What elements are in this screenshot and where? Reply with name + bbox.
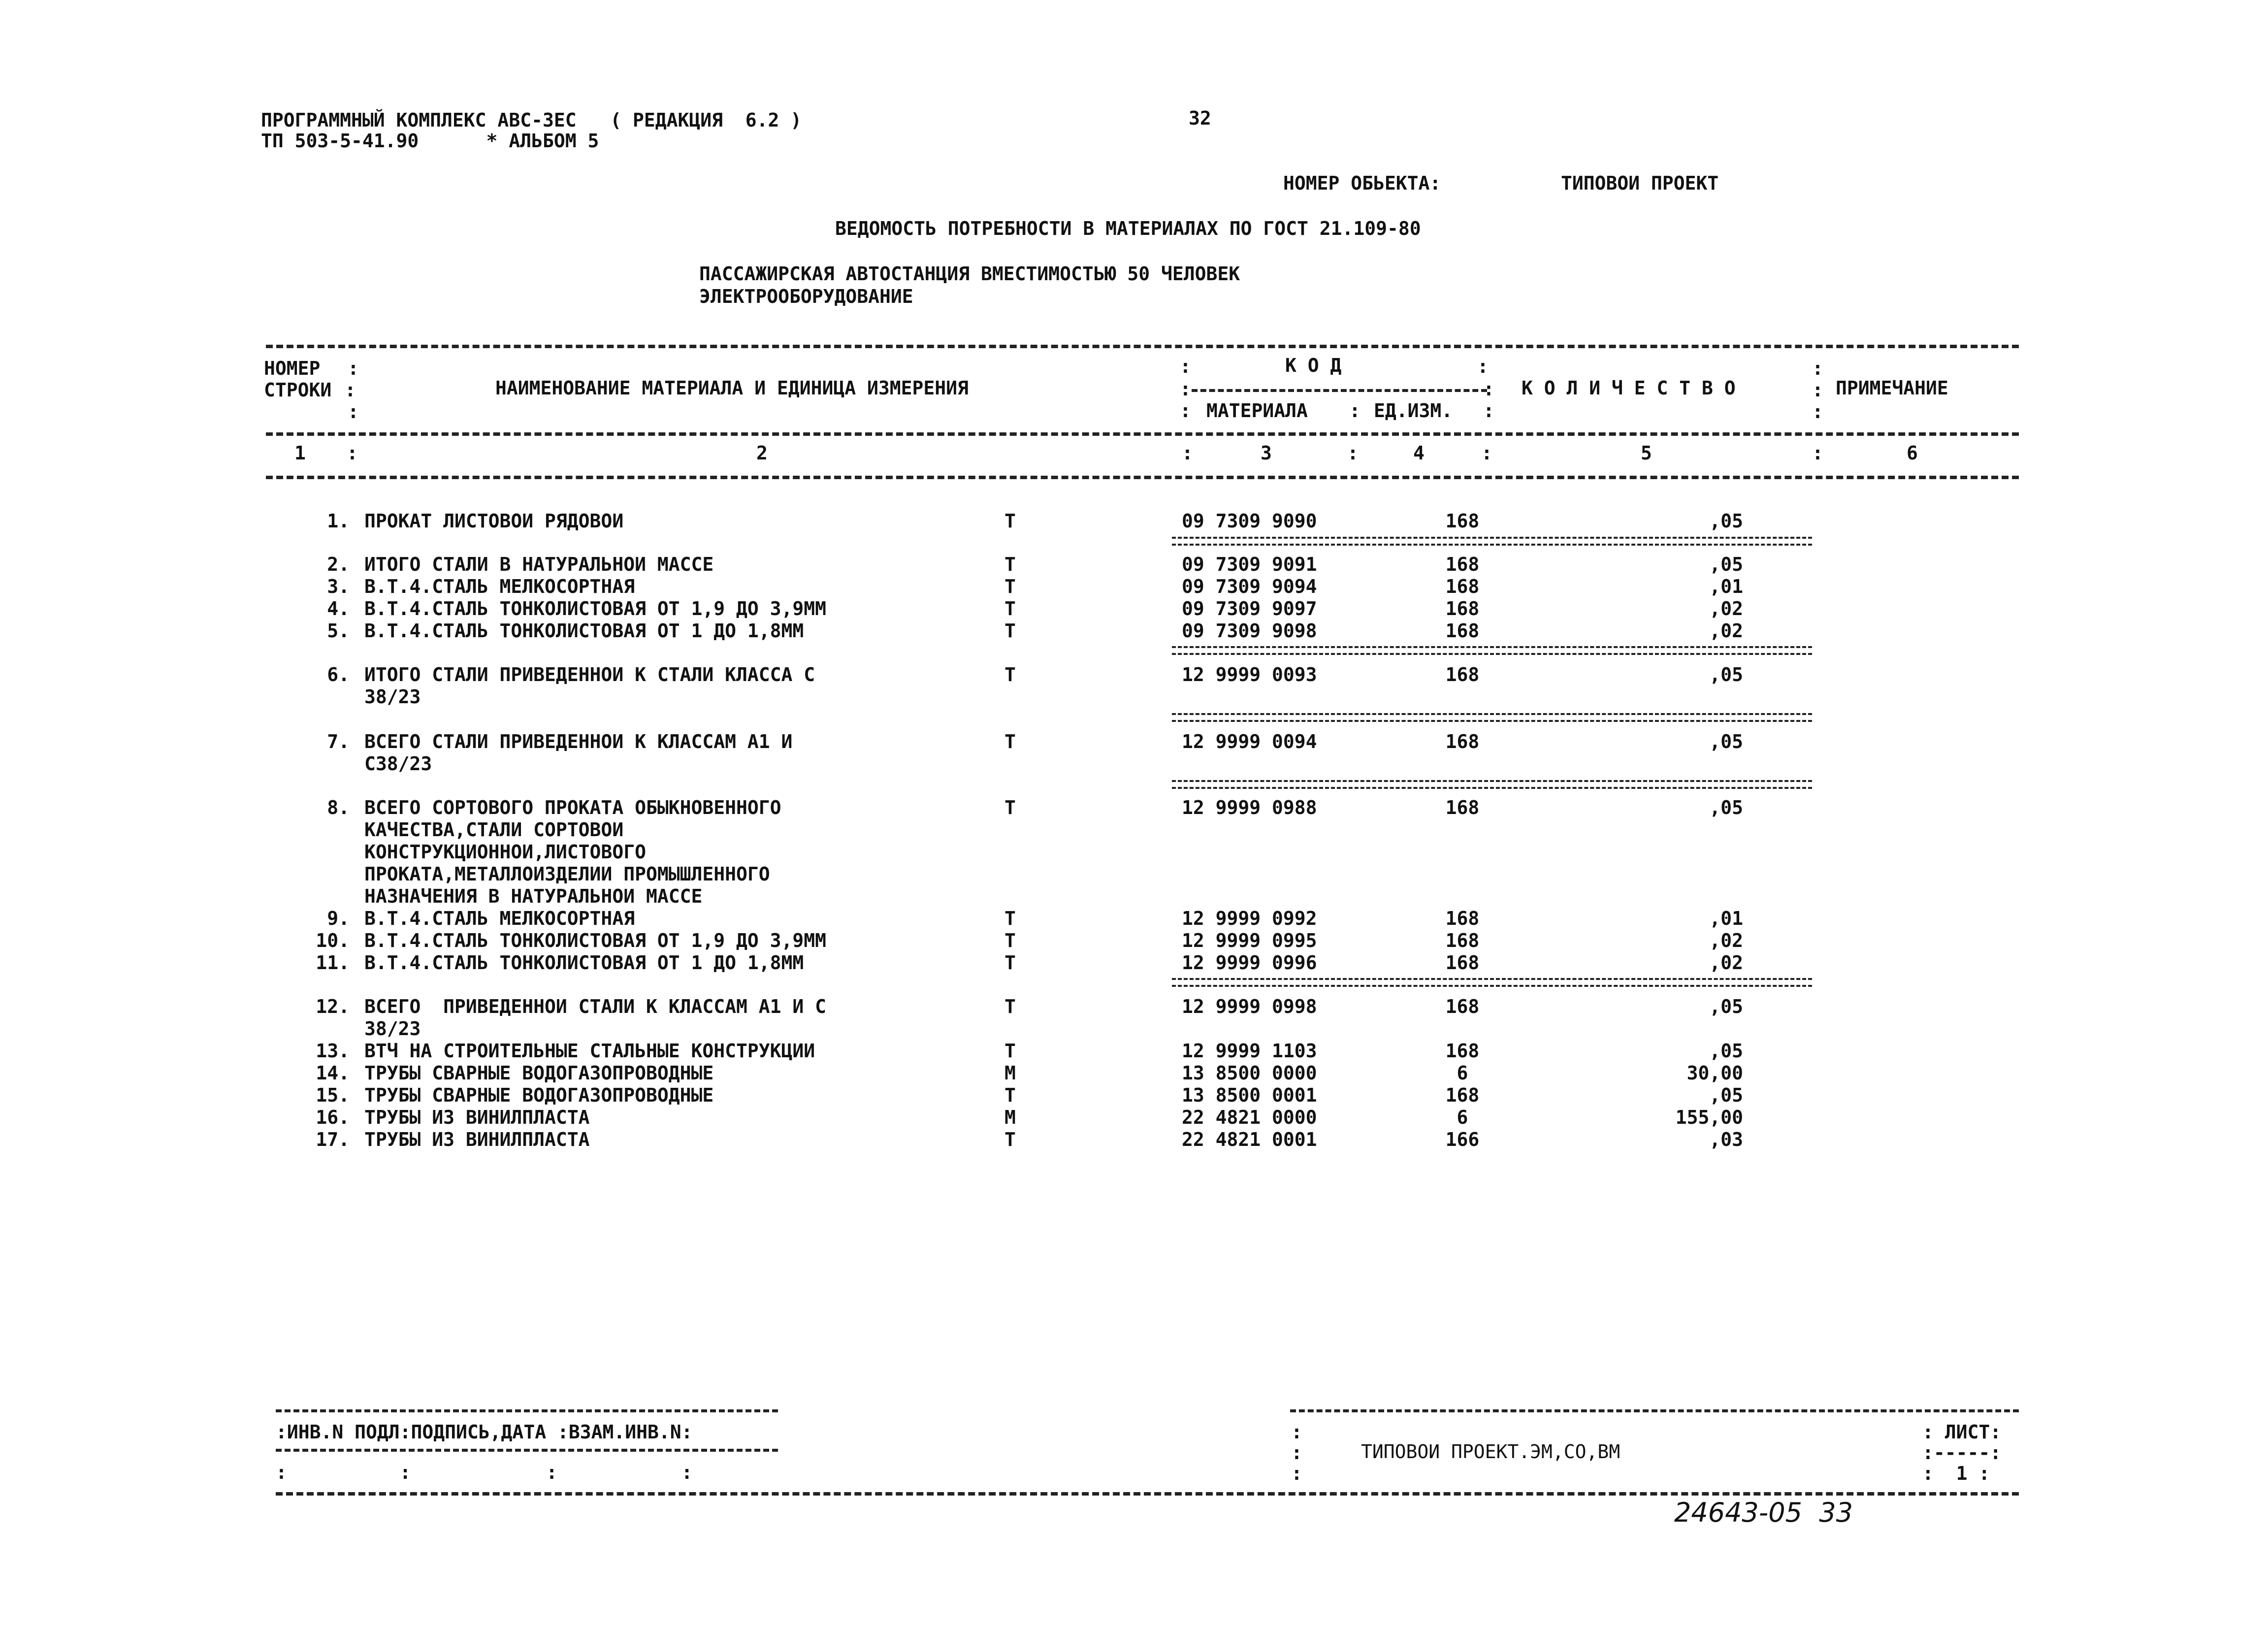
material-name: ИТОГО СТАЛИ В НАТУРАЛЬНОИ МАССЕ — [364, 554, 714, 575]
unit: Т — [1004, 620, 1016, 642]
unit-code: 168 — [1445, 908, 1480, 929]
material-code: 22 4821 0001 — [1182, 1129, 1317, 1150]
material-name: В.Т.4.СТАЛЬ ТОНКОЛИСТОВАЯ ОТ 1,9 ДО 3,9ММ — [364, 598, 826, 619]
material-code: 13 8500 0000 — [1182, 1062, 1317, 1084]
quantity: 30,00 — [1686, 1062, 1743, 1084]
col-separator: : — [1812, 379, 1823, 401]
unit-code: 168 — [1445, 731, 1480, 752]
stamp-sheet-value: : 1 : — [1922, 1463, 1990, 1484]
unit: Т — [1004, 996, 1016, 1017]
stamp-document-code: ТИПОВОИ ПРОЕКТ.ЭМ,СО,ВМ — [1361, 1441, 1620, 1463]
col-separator: : — [1180, 400, 1191, 422]
table-row-continuation — [0, 686, 2268, 709]
row-number: 15. — [316, 1084, 350, 1106]
material-code: 12 9999 0998 — [1182, 996, 1317, 1017]
quantity: ,01 — [1709, 576, 1743, 597]
col-number-1: 1 — [294, 442, 306, 464]
col-separator: : — [345, 379, 356, 401]
row-number: 6. — [327, 664, 350, 685]
tp-line: ТП 503-5-41.90 * АЛЬБОМ 5 — [261, 130, 599, 152]
double-rule — [1172, 978, 1812, 987]
quantity: ,05 — [1709, 664, 1743, 685]
unit: М — [1004, 1107, 1016, 1128]
table-row — [0, 797, 2268, 819]
col-separator: : — [348, 358, 359, 379]
quantity: ,05 — [1709, 554, 1743, 575]
unit-code: 168 — [1445, 930, 1480, 951]
quantity: ,05 — [1709, 1084, 1743, 1106]
table-row-continuation — [0, 885, 2268, 908]
table-row — [0, 598, 2268, 620]
unit-code: 168 — [1445, 598, 1480, 619]
row-number: 9. — [327, 908, 350, 929]
unit-code: 168 — [1445, 952, 1480, 974]
col-number-6: 6 — [1907, 442, 1918, 464]
quantity: ,02 — [1709, 620, 1743, 642]
table-row — [0, 510, 2268, 533]
table-top-rule — [266, 345, 2019, 348]
quantity: ,05 — [1709, 797, 1743, 818]
material-name-continuation: С38/23 — [364, 753, 432, 775]
row-number: 12. — [316, 996, 350, 1017]
table-row-continuation — [0, 753, 2268, 776]
unit: Т — [1004, 952, 1016, 974]
material-name: В.Т.4.СТАЛЬ ТОНКОЛИСТОВАЯ ОТ 1 ДО 1,8ММ — [364, 952, 804, 974]
col-separator: : — [1812, 401, 1823, 423]
quantity: ,02 — [1709, 598, 1743, 619]
material-name: ВТЧ НА СТРОИТЕЛЬНЫЕ СТАЛЬНЫЕ КОНСТРУКЦИИ — [364, 1040, 815, 1062]
row-number: 10. — [316, 930, 350, 951]
col-separator: : — [1349, 400, 1361, 422]
unit-code: 6 — [1457, 1107, 1468, 1128]
material-name: ПРОКАТ ЛИСТОВОИ РЯДОВОИ — [364, 510, 624, 532]
unit: Т — [1004, 930, 1016, 951]
col-number-4: 4 — [1413, 442, 1425, 464]
unit: Т — [1004, 731, 1016, 752]
material-code: 09 7309 9090 — [1182, 510, 1317, 532]
unit: Т — [1004, 576, 1016, 597]
col-separator: : — [1477, 356, 1489, 377]
col-number-2: 2 — [756, 442, 768, 464]
material-name: ТРУБЫ СВАРНЫЕ ВОДОГАЗОПРОВОДНЫЕ — [364, 1062, 714, 1084]
material-code: 12 9999 0094 — [1182, 731, 1317, 752]
material-name: В.Т.4.СТАЛЬ МЕЛКОСОРТНАЯ — [364, 576, 635, 597]
unit: Т — [1004, 554, 1016, 575]
stamp-separator: : — [1291, 1421, 1302, 1443]
table-row — [0, 996, 2268, 1018]
double-rule — [1172, 780, 1812, 789]
material-code: 09 7309 9098 — [1182, 620, 1317, 642]
project-line-1: ПАССАЖИРСКАЯ АВТОСТАНЦИЯ ВМЕСТИМОСТЬЮ 50 ЧЕЛОВЕК — [699, 263, 1240, 285]
material-code: 12 9999 0992 — [1182, 908, 1317, 929]
col-code-header: К О Д — [1285, 355, 1342, 376]
handwritten-inventory-number: 24643-05 33 — [1674, 1497, 1853, 1528]
col-separator: : — [347, 442, 358, 464]
unit: Т — [1004, 664, 1016, 685]
material-code: 13 8500 0001 — [1182, 1084, 1317, 1106]
material-name-continuation: КОНСТРУКЦИОННОИ,ЛИСТОВОГО — [364, 841, 646, 863]
col-separator: : — [1180, 378, 1191, 400]
row-number: 5. — [327, 620, 350, 642]
table-row — [0, 620, 2268, 643]
material-code: 09 7309 9091 — [1182, 554, 1317, 575]
table-row — [0, 1107, 2268, 1129]
material-name: В.Т.4.СТАЛЬ ТОНКОЛИСТОВАЯ ОТ 1,9 ДО 3,9ММ — [364, 930, 826, 951]
stamp-sheet-label: : ЛИСТ: — [1922, 1421, 2002, 1443]
row-number: 17. — [316, 1129, 350, 1150]
material-code: 12 9999 0995 — [1182, 930, 1317, 951]
row-number: 3. — [327, 576, 350, 597]
program-line: ПРОГРАММНЫЙ КОМПЛЕКС АВС-ЗЕС ( РЕДАКЦИЯ 6.2 ) — [261, 109, 802, 131]
table-row-continuation — [0, 841, 2268, 864]
unit-code: 168 — [1445, 1084, 1480, 1106]
table-row — [0, 1129, 2268, 1151]
col-separator: : — [1481, 442, 1492, 464]
unit-code: 168 — [1445, 1040, 1480, 1062]
quantity: ,05 — [1709, 1040, 1743, 1062]
object-label: НОМЕР ОБЬЕКТА: — [1283, 172, 1441, 194]
material-name-continuation: ПРОКАТА,МЕТАЛЛОИЗДЕЛИИ ПРОМЫШЛЕННОГО — [364, 863, 770, 885]
unit: Т — [1004, 797, 1016, 818]
material-name: ТРУБЫ ИЗ ВИНИЛПЛАСТА — [364, 1107, 590, 1128]
table-row — [0, 930, 2268, 952]
table-row — [0, 1040, 2268, 1063]
unit: Т — [1004, 510, 1016, 532]
row-number: 11. — [316, 952, 350, 974]
table-row — [0, 908, 2268, 930]
table-row-continuation — [0, 819, 2268, 842]
unit-code: 168 — [1445, 797, 1480, 818]
material-name: ВСЕГО ПРИВЕДЕННОИ СТАЛИ К КЛАССАМ А1 И С — [364, 996, 826, 1017]
material-name-continuation: 38/23 — [364, 1018, 421, 1040]
unit: Т — [1004, 598, 1016, 619]
col-separator: : — [1483, 378, 1494, 400]
double-rule — [1172, 537, 1812, 546]
stamp-separator: : — [1291, 1463, 1302, 1484]
col-name-header: НАИМЕНОВАНИЕ МАТЕРИАЛА И ЕДИНИЦА ИЗМЕРЕНИЯ — [495, 377, 969, 399]
unit-code: 168 — [1445, 996, 1480, 1017]
material-code: 12 9999 1103 — [1182, 1040, 1317, 1062]
quantity: ,05 — [1709, 510, 1743, 532]
unit-code: 168 — [1445, 510, 1480, 532]
material-code: 12 9999 0996 — [1182, 952, 1317, 974]
stamp-left-colons: : : : : — [276, 1462, 693, 1483]
unit: Т — [1004, 1084, 1016, 1106]
quantity: ,01 — [1709, 908, 1743, 929]
table-row — [0, 1062, 2268, 1085]
stamp-left-top-rule — [276, 1409, 778, 1412]
material-name: В.Т.4.СТАЛЬ ТОНКОЛИСТОВАЯ ОТ 1 ДО 1,8ММ — [364, 620, 804, 642]
table-row — [0, 554, 2268, 576]
quantity: 155,00 — [1675, 1107, 1743, 1128]
col-separator: : — [1812, 358, 1823, 379]
unit-code: 168 — [1445, 620, 1480, 642]
double-rule — [1172, 713, 1812, 722]
material-code: 22 4821 0000 — [1182, 1107, 1317, 1128]
material-name-continuation: КАЧЕСТВА,СТАЛИ СОРТОВОИ — [364, 819, 624, 841]
quantity: ,05 — [1709, 996, 1743, 1017]
col-separator: : — [1483, 400, 1494, 422]
row-number: 13. — [316, 1040, 350, 1062]
project-line-2: ЭЛЕКТРООБОРУДОВАНИЕ — [699, 286, 913, 307]
unit: Т — [1004, 908, 1016, 929]
stamp-left-header: :ИНВ.N ПОДЛ:ПОДПИСЬ,ДАТА :ВЗАМ.ИНВ.N: — [276, 1421, 693, 1443]
unit-code: 168 — [1445, 576, 1480, 597]
stamp-separator: : — [1291, 1442, 1302, 1464]
table-row — [0, 952, 2268, 975]
col-separator: : — [1182, 442, 1193, 464]
unit-code: 168 — [1445, 554, 1480, 575]
table-row — [0, 731, 2268, 753]
column-numbers-rule — [266, 476, 2019, 479]
material-name: ТРУБЫ ИЗ ВИНИЛПЛАСТА — [364, 1129, 590, 1150]
table-row — [0, 664, 2268, 686]
col-row-no-line1: НОМЕР — [264, 358, 321, 379]
material-code: 09 7309 9094 — [1182, 576, 1317, 597]
material-code: 09 7309 9097 — [1182, 598, 1317, 619]
material-name-continuation: НАЗНАЧЕНИЯ В НАТУРАЛЬНОИ МАССЕ — [364, 885, 703, 907]
material-code: 12 9999 0093 — [1182, 664, 1317, 685]
row-number: 4. — [327, 598, 350, 619]
quantity: ,02 — [1709, 952, 1743, 974]
row-number: 16. — [316, 1107, 350, 1128]
table-row — [0, 576, 2268, 598]
col-separator: : — [1347, 442, 1359, 464]
material-name-continuation: 38/23 — [364, 686, 421, 708]
row-number: 8. — [327, 797, 350, 818]
stamp-right-top-rule — [1290, 1409, 2019, 1412]
code-subrule — [1192, 389, 1487, 392]
unit: М — [1004, 1062, 1016, 1084]
double-rule — [1172, 646, 1812, 655]
stamp-sheet-separator: :-----: — [1922, 1442, 2002, 1464]
material-name: ВСЕГО СТАЛИ ПРИВЕДЕННОИ К КЛАССАМ А1 И — [364, 731, 793, 752]
page-number: 32 — [1189, 107, 1211, 129]
material-name: ИТОГО СТАЛИ ПРИВЕДЕННОИ К СТАЛИ КЛАССА С — [364, 664, 815, 685]
row-number: 1. — [327, 510, 350, 532]
table-row-continuation — [0, 863, 2268, 886]
header-rule — [266, 432, 2019, 436]
row-number: 14. — [316, 1062, 350, 1084]
quantity: ,02 — [1709, 930, 1743, 951]
unit-code: 166 — [1445, 1129, 1480, 1150]
unit: Т — [1004, 1040, 1016, 1062]
row-number: 7. — [327, 731, 350, 752]
col-material-header: МАТЕРИАЛА — [1206, 400, 1308, 422]
object-value: ТИПОВОИ ПРОЕКТ — [1561, 172, 1719, 194]
col-separator: : — [1180, 356, 1191, 377]
row-number: 2. — [327, 554, 350, 575]
material-name: В.Т.4.СТАЛЬ МЕЛКОСОРТНАЯ — [364, 908, 635, 929]
material-name: ВСЕГО СОРТОВОГО ПРОКАТА ОБЫКНОВЕННОГО — [364, 797, 781, 818]
col-number-5: 5 — [1641, 442, 1652, 464]
material-code: 12 9999 0988 — [1182, 797, 1317, 818]
unit-code: 6 — [1457, 1062, 1468, 1084]
table-row — [0, 1084, 2268, 1107]
stamp-bottom-rule — [276, 1492, 2019, 1496]
unit: Т — [1004, 1129, 1016, 1150]
table-row-continuation — [0, 1018, 2268, 1041]
col-separator: : — [348, 401, 359, 423]
col-row-no-line2: СТРОКИ — [264, 379, 332, 401]
quantity: ,05 — [1709, 731, 1743, 752]
col-number-3: 3 — [1261, 442, 1272, 464]
material-name: ТРУБЫ СВАРНЫЕ ВОДОГАЗОПРОВОДНЫЕ — [364, 1084, 714, 1106]
quantity: ,03 — [1709, 1129, 1743, 1150]
stamp-left-mid-rule — [276, 1449, 778, 1452]
col-note-header: ПРИМЕЧАНИЕ — [1836, 377, 1948, 399]
col-unit-code-header: ЕД.ИЗМ. — [1374, 400, 1453, 422]
col-quantity-header: К О Л И Ч Е С Т В О — [1522, 377, 1736, 399]
document-title: ВЕДОМОСТЬ ПОТРЕБНОСТИ В МАТЕРИАЛАХ ПО ГОСТ 21.109-80 — [835, 218, 1421, 239]
unit-code: 168 — [1445, 664, 1480, 685]
col-separator: : — [1812, 442, 1823, 464]
